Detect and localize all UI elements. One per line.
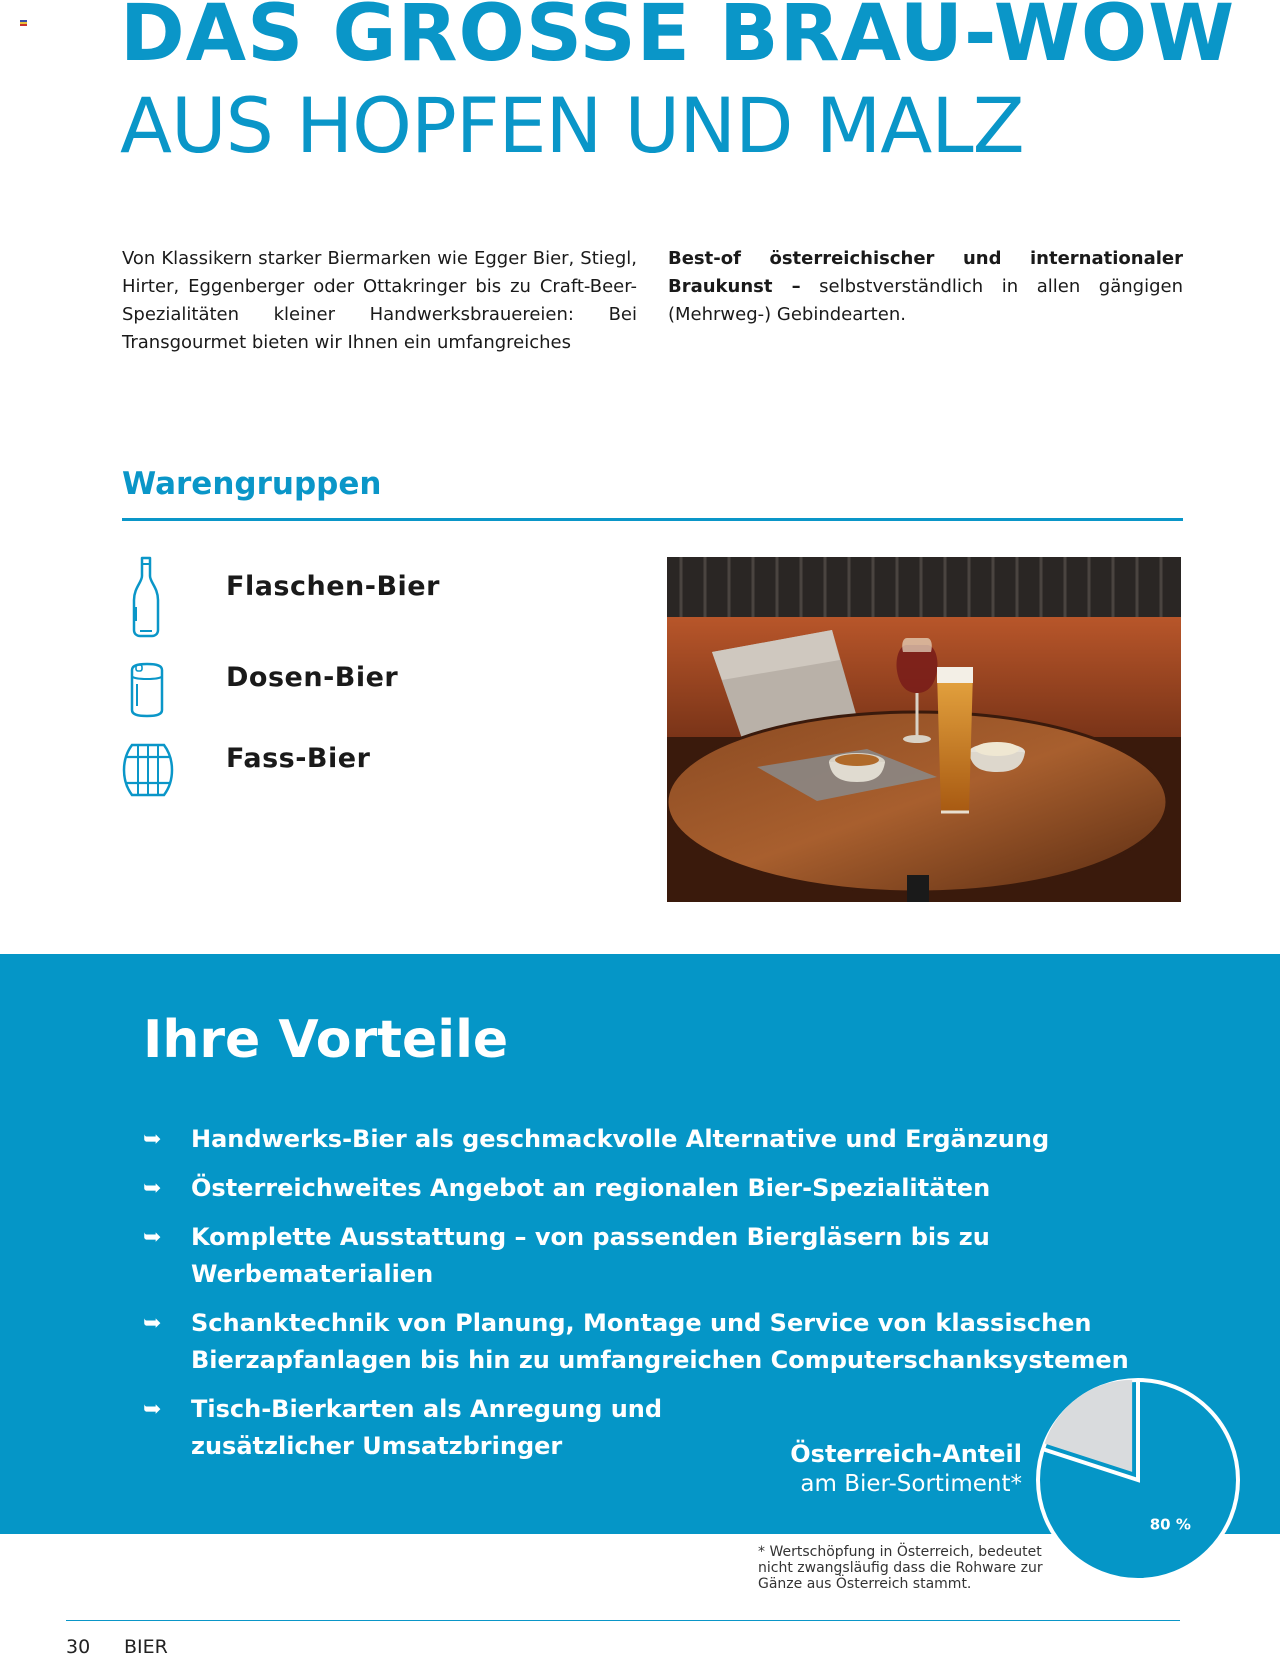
warengruppen-title: Warengruppen [122, 466, 382, 502]
list-item-line: Tisch-Bierkarten als Anregung und [191, 1395, 663, 1423]
can-icon [122, 662, 172, 718]
warengruppe-label: Dosen-Bier [226, 662, 399, 693]
chart-subtitle: am Bier-Sortiment* [800, 1471, 1022, 1497]
chart-title-block [790, 1438, 1022, 1498]
intro-text-right [668, 245, 1183, 329]
intro-bold: Best-of österreichischer und internationaler Braukunst – [668, 248, 1183, 297]
barrel-icon [122, 741, 174, 799]
arrow-icon: ➥ [143, 1225, 162, 1250]
page-subtitle: AUS HOPFEN UND MALZ [120, 81, 1024, 170]
warengruppe-label: Flaschen-Bier [226, 571, 440, 602]
vorteile-title: Ihre Vorteile [143, 1010, 509, 1070]
arrow-icon: ➥ [143, 1397, 162, 1422]
list-item-line: Bierzapfanlagen bis hin zu umfangreichen Computerschanksystemen [191, 1346, 1129, 1374]
footnote: * Wertschöpfung in Österreich, bedeutet nicht zwangsläufig dass die Rohware zur Gänze aus Österreich stammt. [758, 1544, 1043, 1592]
list-item [143, 1170, 1143, 1207]
page-title: DAS GROSSE BRAU-WOW [120, 0, 1236, 79]
beer-table-photo [667, 557, 1181, 902]
list-item [143, 1305, 1143, 1379]
list-item-line: Handwerks-Bier als geschmackvolle Alternative und Ergänzung [191, 1125, 1050, 1153]
list-item [143, 1121, 1143, 1158]
footer-divider [66, 1620, 1180, 1621]
austria-share-pie [1028, 1370, 1248, 1590]
section-label: BIER [124, 1636, 168, 1658]
list-item [143, 1219, 1143, 1293]
list-item-line: zusätzlicher Umsatzbringer [191, 1432, 563, 1460]
intro-text-left: Von Klassikern starker Biermarken wie Egger Bier, Stiegl, Hirter, Eggenberger oder Ottakringer bis zu Craft-Beer-Spezialitäten kleiner Handwerksbrauereien: Bei Transgourmet bieten wir Ihnen ein umfangreiches [122, 248, 637, 353]
bottle-icon [122, 555, 172, 639]
arrow-icon: ➥ [143, 1127, 162, 1152]
list-item-line: Österreichweites Angebot an regionalen Bier-Spezialitäten [191, 1174, 991, 1202]
arrow-icon: ➥ [143, 1176, 162, 1201]
chart-title: Österreich-Anteil [790, 1440, 1022, 1468]
section-divider [122, 518, 1183, 521]
flag-icon [20, 20, 27, 26]
warengruppe-label: Fass-Bier [226, 743, 371, 774]
intro-rest: selbstverständlich in allen gängigen (Mehrweg-) Gebindearten. [668, 276, 1184, 325]
list-item-line: Schanktechnik von Planung, Montage und Service von klassischen [191, 1309, 1092, 1337]
pie-data-label: 80 % [1149, 1515, 1191, 1534]
vorteile-list [143, 1121, 1143, 1477]
list-item-line: Komplette Ausstattung – von passenden Biergläsern bis zu Werbematerialien [191, 1223, 990, 1288]
arrow-icon: ➥ [143, 1311, 162, 1336]
page-number: 30 [66, 1636, 91, 1658]
